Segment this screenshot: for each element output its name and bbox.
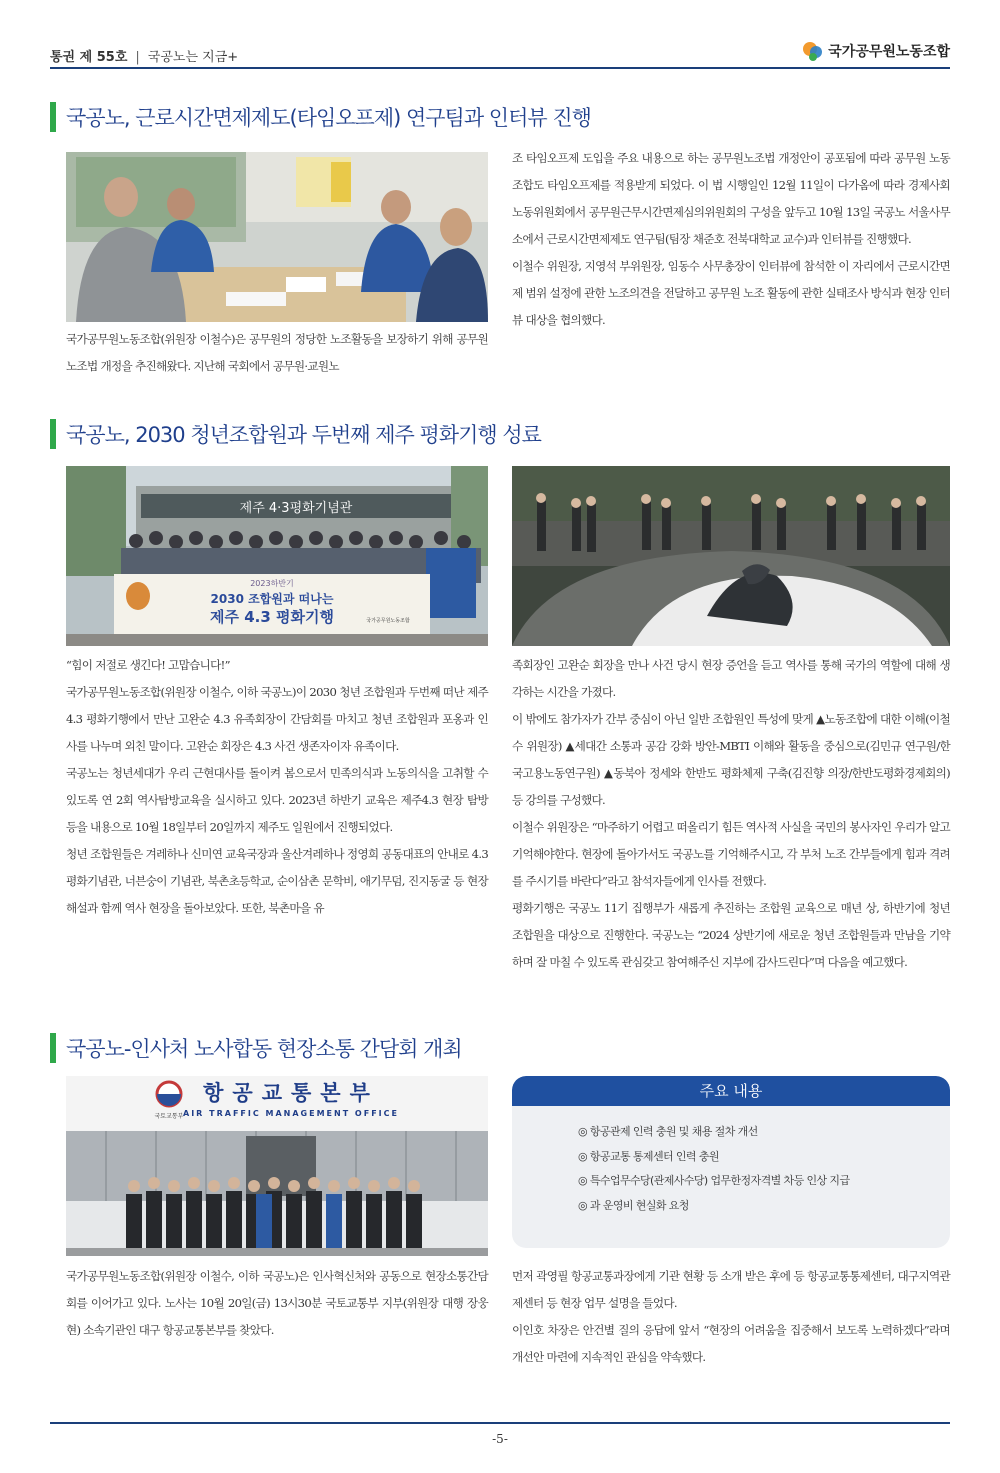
paragraph: “힘이 저절로 생긴다! 고맙습니다!” [66,658,230,672]
title-bar [50,1033,56,1063]
page-header [50,40,950,68]
memorial-sign-text: 제주 4·3평화기념관 [239,501,353,516]
article2-title-text: 국공노, 2030 청년조합원과 두번째 제주 평화기행 성료 [66,423,541,447]
banner-line2: 2030 조합원과 떠나는 [210,592,334,606]
paragraph: 이인호 차장은 안건별 질의 응답에 앞서 “현장의 어려움을 집중해서 보도록 노력하겠다”라며 개선안 마련에 지속적인 관심을 약속했다. [512,1323,950,1364]
banner-line3: 제주 4.3 평화기행 [210,608,334,626]
article1-right-text [512,145,950,334]
section-name: 국공노는 지금+ [147,50,239,65]
building-sign-sub: AIR TRAFFIC MANAGEMENT OFFICE [183,1109,399,1118]
list-item: ◎ 항공교통 통제센터 인력 충원 [578,1149,719,1163]
paragraph: 이 밖에도 참가자가 간부 중심이 아닌 일반 조합원인 특성에 맞게 ▲노동조합에 대한 이해(이철수 위원장) ▲세대간 소통과 공감 강화 방안-MBTI 이해와 활동을 중심으로(김민규 연구원/한국고용노동연구원) ▲동북아 정세와 한반도 평화체제 구축(김진향 의장/한반도평화경제회의) 등 강의를 구성했다. [512,712,950,807]
ministry-label: 국토교통부 [154,1113,184,1120]
list-item: ◎ 항공관제 인력 충원 및 채용 절차 개선 [578,1125,758,1138]
title-bar [50,102,56,132]
header-issue-info [50,46,238,65]
org-name: 국가공무원노동조합 [828,44,950,60]
article3-title [50,1032,462,1064]
key-points-box [512,1076,950,1248]
header-separator: | [135,50,140,65]
issue-number: 통권 제 55호 [50,50,128,65]
building-sign-main: 항공교통본부 [203,1081,379,1105]
paragraph: 족회장인 고완순 회장을 만나 사건 당시 현장 증언을 듣고 역사를 통해 국가의 역할에 대해 생각하는 시간을 가졌다. [512,658,950,699]
paragraph: 이철수 위원장, 지영석 부위원장, 임동수 사무총장이 인터뷰에 참석한 이 자리에서 근로시간면제 범위 설정에 관한 노조의견을 전달하고 공무원 노조 활동에 관한 실태조사 방식과 현장 인터뷰 대상을 협의했다. [512,259,950,327]
article2-group-photo [66,466,488,646]
key-points-title: 주요 내용 [512,1076,950,1106]
article2-right-text [512,652,950,976]
header-divider [50,67,950,69]
paragraph: 국가공무원노동조합(위원장 이철수, 이하 국공노)이 2030 청년 조합원과 두번째 떠난 제주 4.3 평화기행에서 만난 고완순 4.3 유족회장이 간담회를 마치고 청년 조합원과 포옹과 인사를 나누며 외친 말이다. 고완순 회장은 4.3 사건 생존자이자 유족이다. [66,685,488,753]
article3-group-photo [66,1076,488,1256]
paragraph: 국공노는 청년세대가 우리 근현대사를 돌이켜 봄으로서 민족의식과 노동의식을 고취할 수 있도록 연 2회 역사탐방교육을 실시하고 있다. 2023년 하반기 교육은 제주4.3 현장 탐방 등을 내용으로 10월 18일부터 20일까지 제주도 일원에서 진행되었다. [66,766,488,834]
list-item: ◎ 과 운영비 현실화 요청 [578,1198,689,1212]
paragraph: 먼저 곽영필 항공교통과장에게 기관 현황 등 소개 받은 후에 등 항공교통통제센터, 대구지역관제센터 등 현장 업무 설명을 들었다. [512,1269,950,1310]
article1-interview-photo [66,152,488,322]
article1-title-text: 국공노, 근로시간면제제도(타임오프제) 연구팀과 인터뷰 진행 [66,106,591,130]
paragraph: 평화기행은 국공노 11기 집행부가 새롭게 추진하는 조합원 교육으로 매년 상, 하반기에 청년 조합원을 대상으로 진행한다. 국공노는 “2024 상반기에 새로운 청년 조합원들과 만남을 기약하며 잘 마칠 수 있도록 관심갖고 참여해주신 지부에 감사드린다”며 다음을 예고했다. [512,901,950,969]
paragraph: 이철수 위원장은 “마주하기 어렵고 떠올리기 힘든 역사적 사실을 국민의 봉사자인 우리가 알고 기억해야한다. 현장에 돌아가서도 국공노를 기억해주시고, 각 부처 노조 간부들에게 힘과 격려를 주시기를 바란다”라고 참석자들에게 인사를 전했다. [512,820,950,888]
paragraph: 조 타임오프제 도입을 주요 내용으로 하는 공무원노조법 개정안이 공포됨에 따라 공무원 노동조합도 타임오프제를 적용받게 되었다. 이 법 시행일인 12월 11일이 다가옴에 따라 경제사회노동위원회에서 공무원근무시간면제심의위원회의 구성을 앞두고 10월 13일 국공노 서울사무소에서 근로시간면제제도 연구팀(팀장 채준호 전북대학교 교수)과 인터뷰를 진행했다. [512,151,950,246]
paragraph: 국가공무원노동조합(위원장 이철수)은 공무원의 정당한 노조활동을 보장하기 위해 공무원노조법 개정을 추진해왔다. 지난해 국회에서 공무원·교원노 [66,332,488,373]
article1-title [50,101,591,133]
org-logo [802,40,950,62]
org-logo-icon [802,40,824,62]
title-bar [50,419,56,449]
banner-org: 국가공무원노동조합 [366,618,410,624]
banner-line1: 2023하반기 [250,579,294,588]
article1-left-text [66,326,488,380]
article2-title [50,418,541,450]
key-points-list [512,1106,950,1218]
list-item: ◎ 특수업무수당(관제사수당) 업무한정자격별 차등 인상 지급 [578,1174,850,1187]
article3-title-text: 국공노-인사처 노사합동 현장소통 간담회 개최 [66,1037,462,1061]
paragraph: 국가공무원노동조합(위원장 이철수, 이하 국공노)은 인사혁신처와 공동으로 현장소통간담회를 이어가고 있다. 노사는 10월 20일(금) 13시30분 국토교통부 지부(위원장 대행 장웅현) 소속기관인 대구 항공교통본부를 찾았다. [66,1269,488,1337]
article3-right-text [512,1263,950,1371]
paragraph: 청년 조합원들은 겨레하나 신미연 교육국장과 울산겨레하나 정영희 공동대표의 안내로 4.3평화기념관, 너븐숭이 기념관, 북촌초등학교, 순이삼촌 문학비, 애기무덤, 진지동굴 등 현장 해설과 함께 역사 현장을 돌아보았다. 또한, 북촌마을 유 [66,847,488,915]
article2-memorial-photo [512,466,950,646]
article2-left-text [66,652,488,922]
page-number: -5- [492,1432,508,1446]
article3-left-text [66,1263,488,1344]
footer-divider [50,1422,950,1424]
